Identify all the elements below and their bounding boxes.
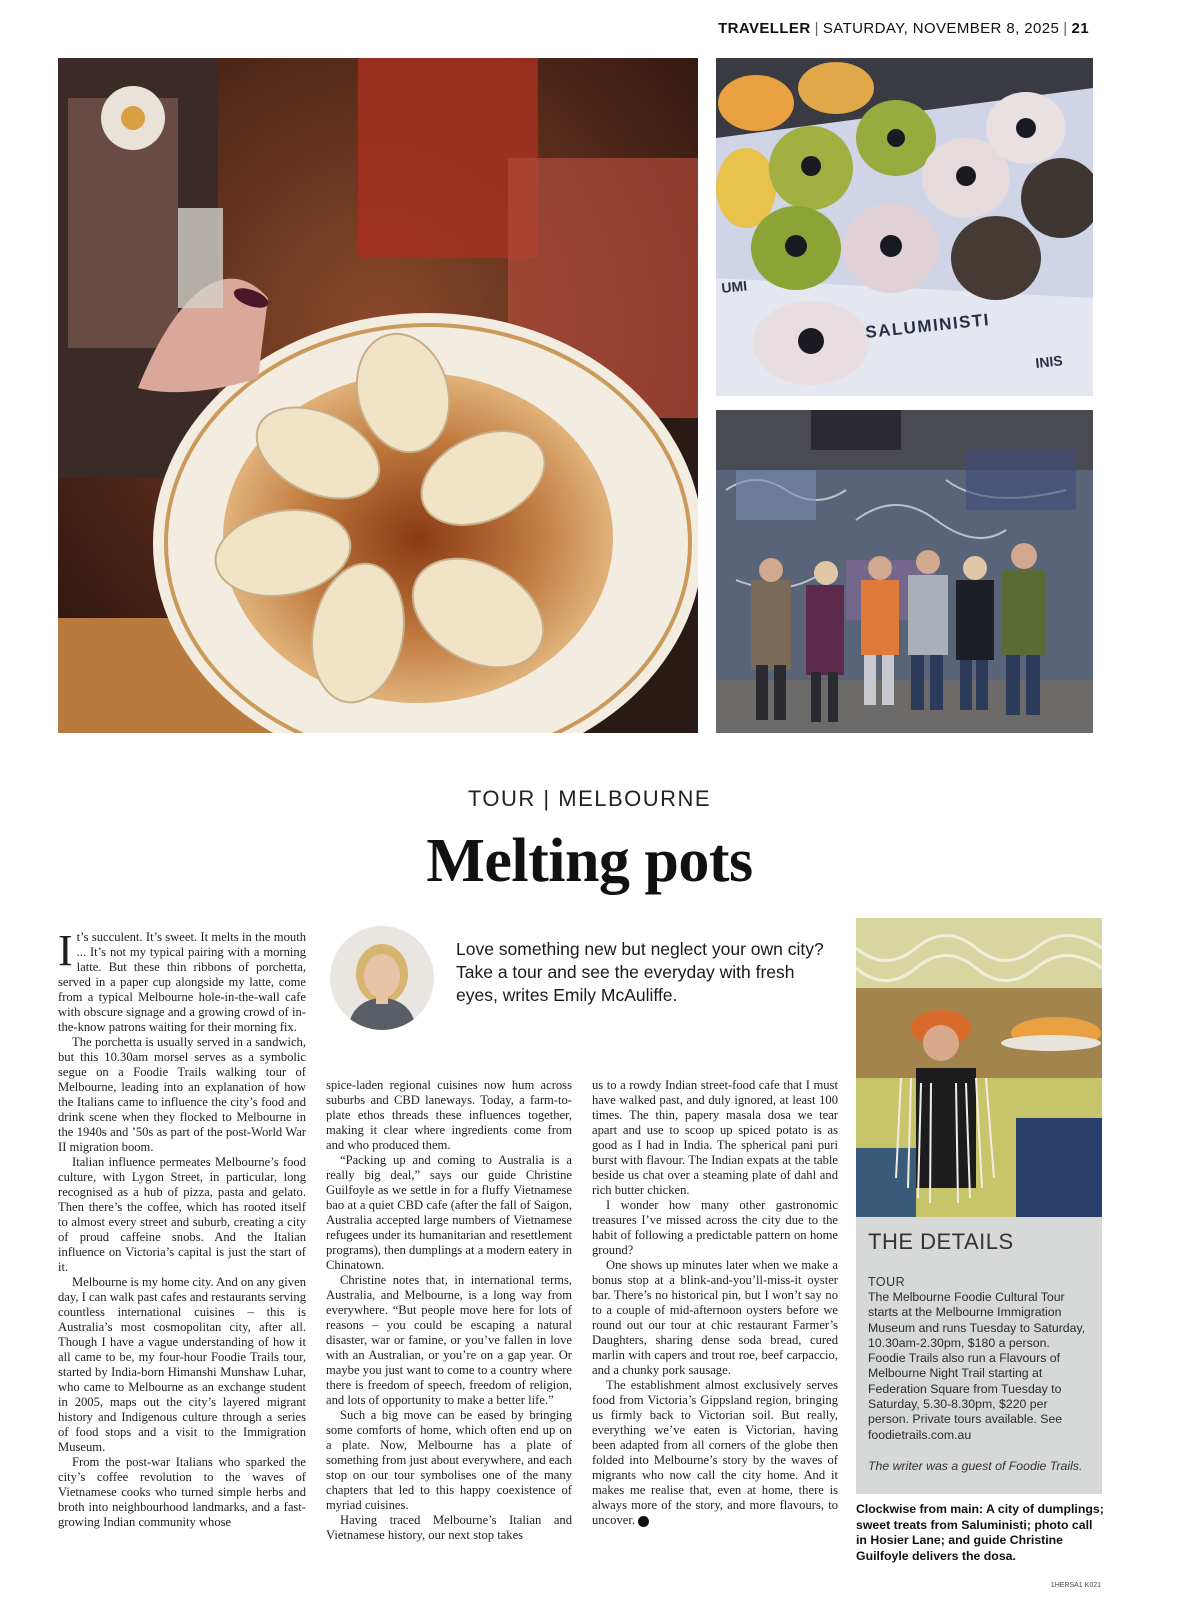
details-title: THE DETAILS xyxy=(868,1229,1014,1254)
photo-caption: Clockwise from main: A city of dumplings; sweet treats from Saluministi; photo call in Hosier Lane; and guide Christine Guilfoyle delivers the dosa. xyxy=(856,1502,1104,1563)
production-code: 1HERSA1 K021 xyxy=(1050,1582,1101,1589)
article-paragraph: It’s succulent. It’s sweet. It melts in the mouth ... It’s not my typical pairing with a morning latte. But these thin ribbons of porchetta, served in a paper cup alongside my latte, come from a typical Melbourne hole-in-the-wall cafe with obscure signage and a growing crowd of in-the-know patrons waiting for their morning fix. xyxy=(58,926,306,1034)
page-folio xyxy=(718,20,1089,37)
article-paragraph: us to a rowdy Indian street-food cafe that I must have walked past, and duly ignored, at least 100 times. The thin, papery masala dosa we tear apart and use to scoop up spiced potato is as good as I had in India. The spherical pani puri burst with flavour. The Indian expats at the table beside us chat over a steaming plate of dahl and rich butter chicken. xyxy=(592,1078,838,1197)
article-paragraph: I wonder how many other gastronomic treasures I’ve missed across the city due to the habit of following a predictable pattern on home ground? xyxy=(592,1198,838,1257)
folio-divider: | xyxy=(1063,20,1068,37)
article-paragraph: One shows up minutes later when we make a bonus stop at a blink-and-you’ll-miss-it oyster bar. There’s no historical pin, but I won’t say no to a couple of mid-afternoon oysters before we round out our tour at chic restaurant Farmer’s Daughters, sharing dense soda bread, cured marlin with capers and trout roe, beef carpaccio, and a chunky pork sausage. xyxy=(592,1258,838,1377)
article-column-1 xyxy=(58,926,306,1530)
headline: Melting pots xyxy=(426,827,753,895)
section-kicker: TOUR | MELBOURNE xyxy=(467,786,712,811)
sweets-sign-fragment-left: UMI xyxy=(720,277,748,296)
main-photo-dumplings xyxy=(58,58,698,733)
standfirst: Love something new but neglect your own city? Take a tour and see the everyday with fresh eyes, writes Emily McAuliffe. xyxy=(456,939,824,1005)
photo-guide-dosa xyxy=(856,918,1102,1217)
details-body: The Melbourne Foodie Cultural Tour starts at the Melbourne Immigration Museum and runs Tuesday to Saturday, 10.30am-2.30pm, $180 a person. Foodie Trails also run a Flavours of Melbourne Night Trail starting at Federation Square from Tuesday to Saturday, 5.30-8.30pm, $220 per person. Private tours available. See foodietrails.com.au xyxy=(868,1290,1086,1442)
photo-hosier-lane xyxy=(716,410,1093,733)
details-label: TOUR xyxy=(868,1275,906,1289)
sweets-sign-fragment-right: INIS xyxy=(1034,352,1064,371)
folio-divider: | xyxy=(814,20,819,37)
article-paragraph: “Packing up and coming to Australia is a really big deal,” says our guide Christine Guilfoyle as we settle in for a fluffy Vietnamese bao at a quiet CBD cafe (after the fall of Saigon, Australia accepted large numbers of Vietnamese refugees under its humanitarian and resettlement programs), then dumplings at a modern eatery in Chinatown. xyxy=(326,1153,572,1272)
article-paragraph: Italian influence permeates Melbourne’s food culture, with Lygon Street, in particular, long recognised as a hub of pizza, pasta and gelato. Then there’s the coffee, which has rooted itself to almost every street and suburb, creating a city of proud caffeine snobs. And the Italian influence on Victoria’s capital is just the start of it. xyxy=(58,1155,306,1274)
sweets-sign: SALUMINISTI xyxy=(864,310,991,342)
article-paragraph: From the post-war Italians who sparked the city’s coffee revolution to the waves of Vietnamese cooks who turned simple herbs and broth into neighbourhood landmarks, and a fast-growing Indian community whose xyxy=(58,1455,306,1529)
details-box xyxy=(856,1217,1102,1494)
issue-date: SATURDAY, NOVEMBER 8, 2025 xyxy=(822,20,1060,37)
article-column-3 xyxy=(592,1078,838,1528)
article-paragraph: Such a big move can be eased by bringing some comforts of home, which often end up on a plate. Now, Melbourne has a plate of something from just about everywhere, and each stop on our tour symbolises one of the many chapters that led to this happy coexistence of myriad cuisines. xyxy=(326,1408,572,1512)
section-name: TRAVELLER xyxy=(718,20,811,37)
end-mark-icon: T xyxy=(638,1516,649,1527)
author-portrait xyxy=(330,926,434,1030)
article-paragraph: Melbourne is my home city. And on any given day, I can walk past cafes and restaurants serving countless international cuisines – this is Australia’s most cosmopolitan city, after all. Though I have a vague understanding of how it all came to be, my four-hour Foodie Trails tour, started by India-born Himanshi Munshaw Luhar, who came to Melbourne as an exchange student in 2005, maps out the city’s layered migrant history and Indigenous culture through a series of food stops and a visit to the Immigration Museum. xyxy=(58,1275,306,1454)
drop-cap: I xyxy=(58,926,73,975)
details-note: The writer was a guest of Foodie Trails. xyxy=(868,1458,1083,1473)
article-paragraph: Having traced Melbourne’s Italian and Vietnamese history, our next stop takes xyxy=(326,1513,572,1542)
article-paragraph: The porchetta is usually served in a sandwich, but this 10.30am morsel serves as a symbolic segue on a Foodie Trails walking tour of Melbourne, leading into an explanation of how the Italians came to influence the city’s food and drink scene when they flocked to Melbourne in the 1940s and ’50s as part of the post-World War II migration boom. xyxy=(58,1035,306,1154)
article-paragraph: The establishment almost exclusively serves food from Victoria’s Gippsland region, bringing us firmly back to Victorian soil. But really, everything we’ve eaten is Victorian, having been adapted from all corners of the globe then folded into Melbourne’s story by the waves of migrants who now call the city home. And it makes me realise that, even at home, there is always more of the story, and more flavours, to uncover. T xyxy=(592,1378,838,1527)
article-paragraph: spice-laden regional cuisines now hum across suburbs and CBD laneways. Today, a farm-to-plate ethos threads these influences together, making it clear where ingredients come from and who produced them. xyxy=(326,1078,572,1152)
article-paragraph: Christine notes that, in international terms, Australia, and Melbourne, is a long way from everywhere. “But people move here for lots of reasons – you could be escaping a natural disaster, war or famine, or you’ve fallen in love with an Australian, or you’re on a gap year. Or maybe you just want to come to a country where there is freedom of speech, freedom of religion, and lots of opportunity to make a better life.” xyxy=(326,1273,572,1407)
article-column-2 xyxy=(326,1078,572,1543)
page-number: 21 xyxy=(1071,20,1089,37)
photo-sweets xyxy=(716,58,1093,396)
